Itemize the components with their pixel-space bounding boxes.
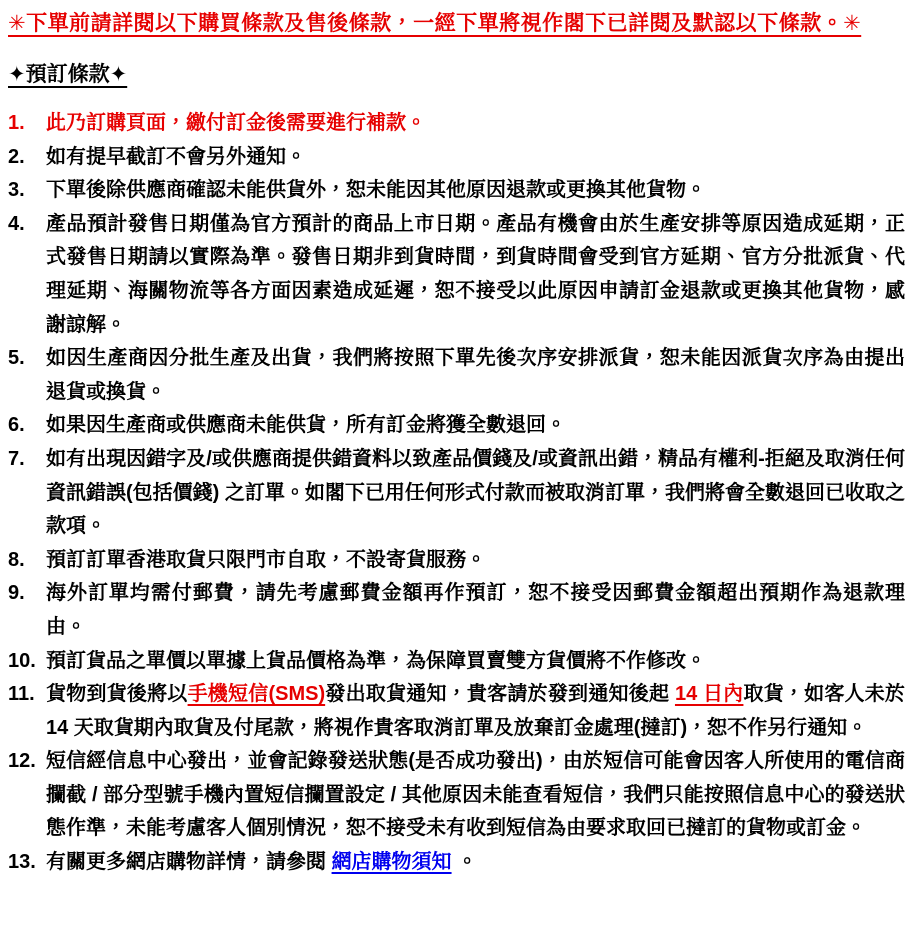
item-text	[46, 409, 905, 443]
highlighted-red-text: 手機短信(SMS)	[187, 683, 326, 706]
item-number: 1.	[8, 112, 25, 134]
terms-item-13	[8, 846, 905, 880]
item-text	[46, 107, 905, 141]
terms-item-5	[8, 342, 905, 409]
text-segment: 預訂訂單香港取貨只限門市自取，不設寄貨服務。	[46, 548, 486, 571]
item-text	[46, 846, 905, 880]
item-text	[46, 174, 905, 208]
text-segment: 如果因生產商或供應商未能供貨，所有訂金將獲全數退回。	[46, 414, 566, 437]
item-number: 2.	[8, 145, 25, 168]
item-number: 5.	[8, 347, 25, 370]
terms-item-9	[8, 577, 905, 644]
text-segment: 貨物到貨後將以	[46, 683, 188, 706]
terms-list	[8, 107, 905, 880]
text-segment: 此乃訂購頁面，繳付訂金後需要進行補款。	[46, 112, 426, 134]
section-title-preorder-terms: ✦預訂條款✦	[8, 63, 128, 86]
item-number: 7.	[8, 447, 25, 470]
terms-item-1	[8, 107, 905, 141]
highlighted-red-text: 14 日內	[674, 683, 744, 706]
text-segment: 海外訂單均需付郵費，請先考慮郵費金額再作預訂，恕不接受因郵費金額超出預期作為退款理由。	[46, 582, 905, 638]
item-number: 6.	[8, 414, 25, 437]
text-segment: 發出取貨通知，貴客請於發到通知後起	[325, 683, 675, 706]
text-segment: 如有提早截訂不會另外通知。	[46, 145, 306, 168]
terms-item-11	[8, 678, 905, 745]
terms-item-4	[8, 208, 905, 342]
text-segment: 預訂貨品之單價以單據上貨品價格為準，為保障買賣雙方貨價將不作修改。	[46, 649, 706, 672]
terms-item-3	[8, 174, 905, 208]
text-segment: 產品預計發售日期僅為官方預計的商品上市日期。產品有機會由於生產安排等原因造成延期，正式發售日期請以實際為準。發售日期非到貨時間，到貨時間會受到官方延期、官方分批派貨、代理延期、海關物流等各方面因素造成延遲，恕不接受以此原因申請訂金退款或更換其他貨物，感謝諒解。	[46, 212, 905, 336]
terms-item-12	[8, 745, 905, 846]
text-segment: 。	[451, 851, 478, 874]
text-segment: 下單後除供應商確認未能供貨外，恕未能因其他原因退款或更換其他貨物。	[46, 179, 706, 202]
item-text	[46, 577, 905, 644]
item-number: 11.	[8, 683, 35, 706]
terms-item-7	[8, 443, 905, 544]
item-text	[46, 141, 905, 175]
item-number: 13.	[8, 851, 36, 874]
text-segment: 如因生產商因分批生產及出貨，我們將按照下單先後次序安排派貨，恕未能因派貨次序為由提出退貨或換貨。	[46, 347, 905, 403]
terms-item-6	[8, 409, 905, 443]
item-text	[46, 745, 905, 846]
item-number: 8.	[8, 548, 25, 571]
item-number: 3.	[8, 179, 25, 202]
item-text	[46, 678, 905, 745]
item-text	[46, 443, 905, 544]
text-segment: 取貨，如客人未於 14 天取貨期內取貨及付尾款，將視作貴客取消訂單及放棄訂金處理(撻訂)，恕不作另行通知。	[46, 683, 906, 739]
terms-item-10	[8, 645, 905, 679]
item-number: 4.	[8, 212, 25, 235]
terms-item-8	[8, 544, 905, 578]
item-number: 9.	[8, 582, 25, 605]
text-segment: 如有出現因錯字及/或供應商提供錯資料以致產品價錢及/或資訊出錯，精品有權利-拒絕及取消任何資訊錯誤(包括價錢) 之訂單。如閣下已用任何形式付款而被取消訂單，我們將會全數退回已收取之款項。	[46, 447, 905, 538]
text-segment: 有關更多網店購物詳情，請參閱	[46, 851, 332, 874]
store-shopping-notice-link[interactable]: 網店購物須知	[331, 851, 452, 874]
pre-order-notice-banner: ✳下單前請詳閱以下購買條款及售後條款，一經下單將視作閣下已詳閱及默認以下條款。✳	[8, 12, 862, 35]
item-number: 12.	[8, 750, 36, 773]
item-text	[46, 544, 905, 578]
item-number: 10.	[8, 649, 36, 672]
item-text	[46, 208, 905, 342]
text-segment: 短信經信息中心發出，並會記錄發送狀態(是否成功發出)，由於短信可能會因客人所使用的電信商攔截 / 部分型號手機內置短信攔置設定 / 其他原因未能查看短信，我們只能按照信息中心的發送狀態作準，未能考慮客人個別情況，恕不接受未有收到短信為由要求取回已撻訂的貨物或訂金。	[46, 750, 905, 840]
item-text	[46, 645, 905, 679]
item-text	[46, 342, 905, 409]
terms-item-2	[8, 141, 905, 175]
